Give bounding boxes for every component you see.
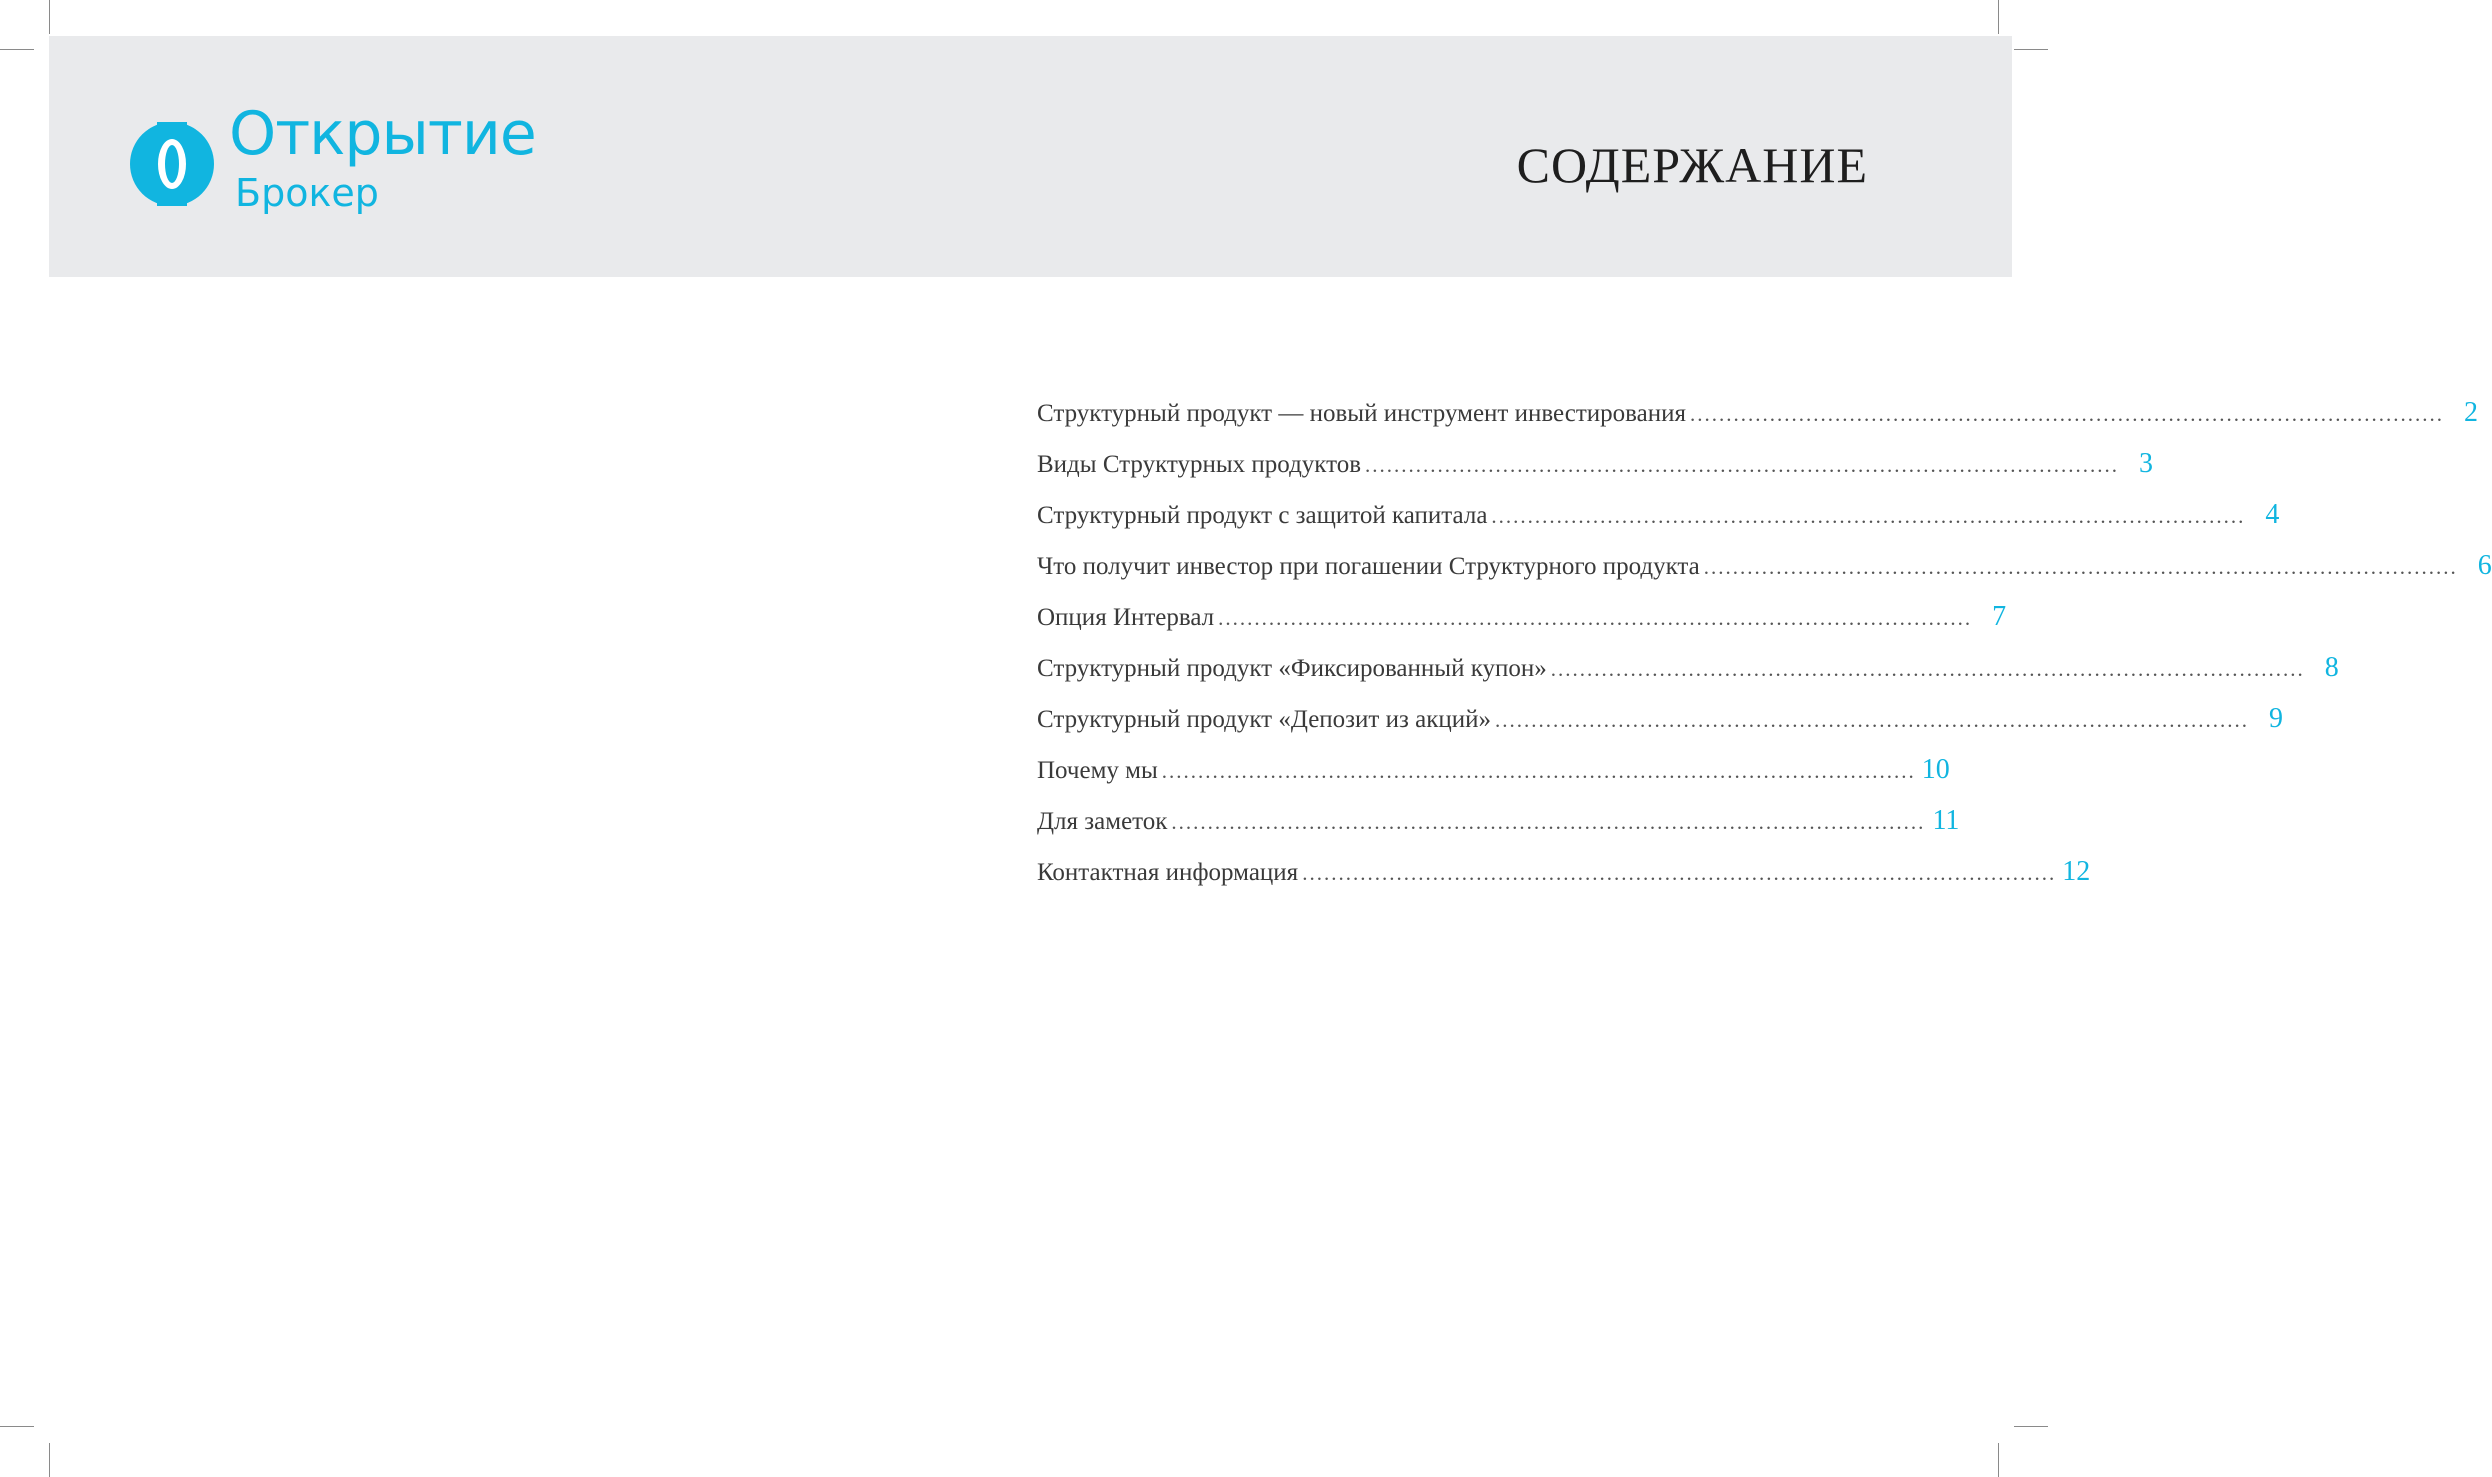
toc-item-page: 8 [2324,652,2339,683]
logo-subtitle: Брокер [235,171,379,215]
crop-mark [0,1426,34,1427]
crop-mark [2014,49,2048,50]
toc-item[interactable] [1037,652,2339,703]
toc-item-page: 9 [2268,703,2283,734]
toc-item-page: 7 [1992,601,2007,632]
page-title: СОДЕРЖАНИЕ [1516,137,1868,193]
toc-item-page: 11 [1932,805,1960,836]
toc-item-text: Контактная информация [1037,859,1299,886]
crop-mark [49,0,50,34]
toc-item[interactable] [1037,703,2283,754]
toc-item-page: 12 [2062,856,2091,887]
brand-logo-icon [130,122,214,206]
toc-item-text: Виды Структурных продуктов [1037,451,1361,478]
toc-item[interactable] [1037,805,1960,856]
crop-mark [0,49,34,50]
crop-mark [1998,0,1999,34]
toc-leader-dots: ........................................................................................................ [1491,504,2246,528]
toc-item-page: 2 [2463,397,2478,428]
toc-item-text: Структурный продукт «Фиксированный купон» [1037,655,1547,682]
crop-mark [49,1443,50,1477]
crop-mark [1998,1443,1999,1477]
toc-item-page: 3 [2139,448,2153,479]
toc-leader-dots: ........................................................................................................ [1689,402,2444,426]
toc-item[interactable] [1037,448,2153,499]
toc-item[interactable] [1037,754,1950,805]
logo-title: Открытие [229,99,536,169]
toc-item-text: Структурный продукт «Депозит из акций» [1037,706,1491,733]
toc-leader-dots: ........................................................................................................ [1302,861,2057,885]
toc-leader-dots: ........................................................................................................ [1218,606,1973,630]
toc-item[interactable] [1037,550,2492,601]
toc-item-page: 4 [2265,499,2280,530]
toc-item[interactable] [1037,397,2478,448]
toc-item-text: Для заметок [1037,808,1168,835]
toc-item[interactable] [1037,856,2091,907]
toc-item-text: Структурный продукт — новый инструмент инвестирования [1037,400,1686,427]
table-of-contents [1037,397,2492,907]
crop-mark [2014,1426,2048,1427]
toc-item-text: Опция Интервал [1037,604,1215,631]
toc-leader-dots: ........................................................................................................ [1703,555,2458,579]
toc-item-page: 10 [1921,754,1950,785]
toc-leader-dots: ........................................................................................................ [1550,657,2305,681]
toc-leader-dots: ........................................................................................................ [1365,453,2119,477]
toc-item-text: Почему мы [1037,757,1158,784]
toc-item[interactable] [1037,499,2280,550]
toc-leader-dots: ........................................................................................................ [1494,708,2249,732]
toc-item-page: 6 [2477,550,2492,581]
brand-logo [130,74,630,224]
toc-leader-dots: ........................................................................................................ [1161,759,1916,783]
toc-leader-dots: ........................................................................................................ [1171,810,1926,834]
toc-item-text: Что получит инвестор при погашении Структурного продукта [1037,553,1700,580]
toc-item-text: Структурный продукт с защитой капитала [1037,502,1488,529]
toc-item[interactable] [1037,601,2007,652]
